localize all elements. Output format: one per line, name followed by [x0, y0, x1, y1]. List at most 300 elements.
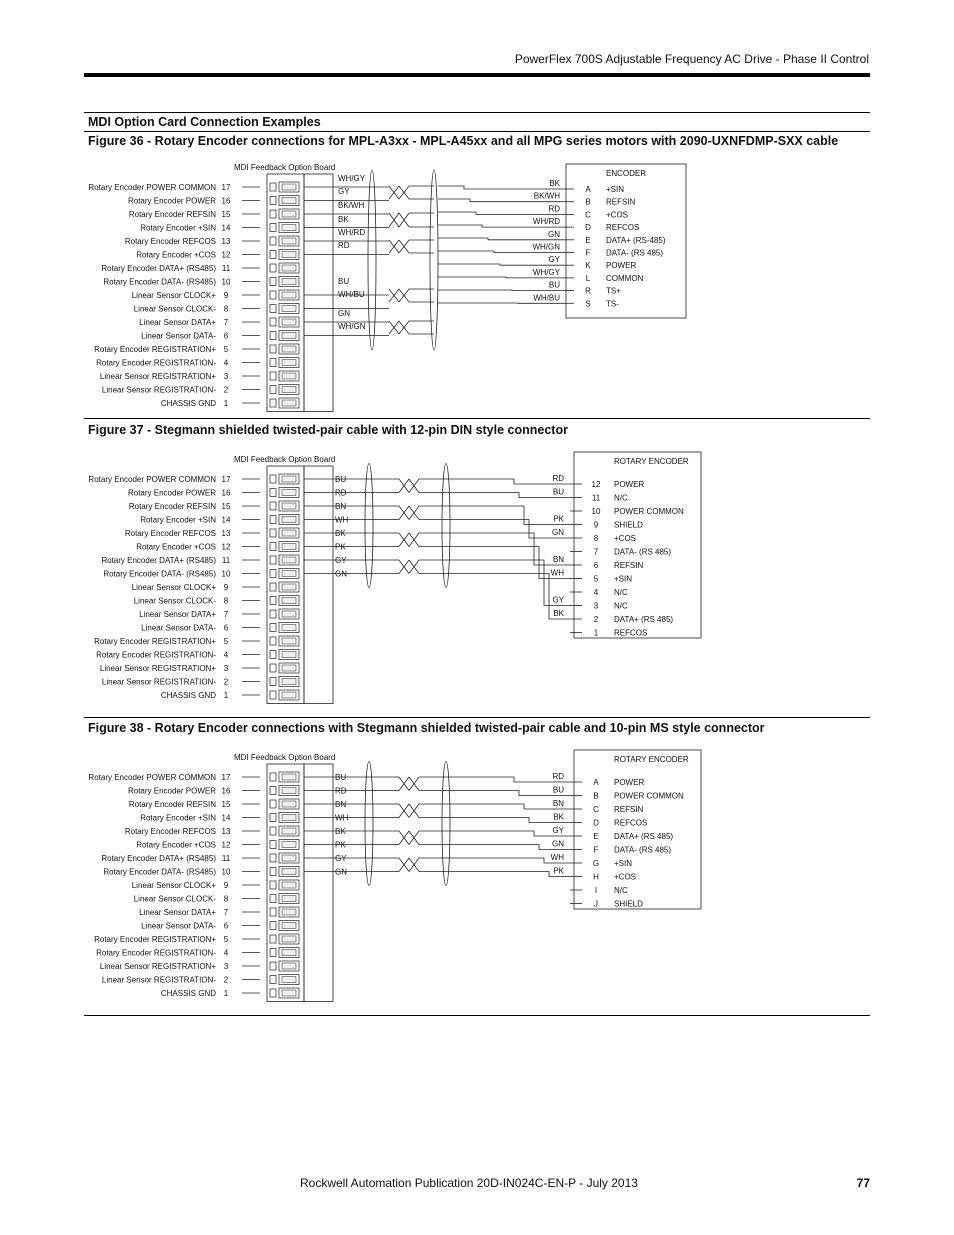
terminal-label: Linear Sensor CLOCK-: [133, 304, 216, 314]
terminal-contact: [270, 305, 276, 313]
board-edge: [304, 466, 333, 704]
terminal-contact: [270, 264, 276, 272]
pin-id: G: [592, 859, 600, 868]
terminal-number: 10: [221, 569, 231, 579]
terminal-screw-head: [282, 184, 296, 190]
pin-id: D: [593, 818, 599, 828]
figure-37-rule: [84, 717, 870, 718]
pin-name: POWER: [614, 480, 645, 489]
terminal-contact: [270, 529, 276, 537]
terminal-label: Linear Sensor CLOCK-: [133, 596, 216, 606]
pin-id: E: [585, 235, 591, 245]
cable-shield: [368, 170, 376, 350]
terminal-contact: [270, 814, 276, 822]
wire-label: PK: [335, 840, 346, 850]
pin-name: COMMON: [606, 273, 644, 283]
wire-label: GY: [335, 854, 347, 863]
terminal-screw-head: [282, 360, 296, 366]
terminal-contact: [270, 570, 276, 578]
pin-id: 5: [593, 574, 599, 584]
terminal-screw-head: [282, 828, 296, 834]
pin-id: 8: [593, 534, 599, 543]
device-title: ENCODER: [606, 169, 647, 178]
terminal-screw-head: [282, 292, 296, 298]
terminal-label: Linear Sensor REGISTRATION+: [99, 372, 216, 381]
wire-label: BU: [548, 280, 560, 290]
terminal-screw-head: [282, 517, 296, 523]
terminal-contact: [270, 976, 276, 984]
pin-name: DATA- (RS 485): [606, 248, 664, 258]
terminal-screw-head: [282, 346, 296, 352]
terminal-contact: [270, 989, 276, 997]
terminal-label: Rotary Encoder REFCOS: [124, 827, 216, 836]
terminal-screw-head: [282, 679, 296, 685]
terminal-screw-head: [282, 400, 296, 406]
terminal-contact: [270, 224, 276, 232]
terminal-label: Linear Sensor REGISTRATION-: [101, 677, 216, 687]
pin-id: J: [594, 899, 598, 909]
terminal-number: 15: [221, 210, 231, 219]
terminal-screw-head: [282, 611, 296, 617]
wire-label: RD: [548, 204, 560, 214]
board-label: MDI Feedback Option Board: [234, 753, 336, 762]
terminal-contact: [270, 800, 276, 808]
terminal-number: 5: [223, 935, 229, 944]
pin-id: 1: [593, 628, 599, 638]
cable-shield: [365, 464, 373, 588]
wire-label: WH: [335, 813, 349, 823]
terminal-screw-head: [282, 882, 296, 888]
terminal-number: 7: [223, 908, 229, 917]
wire-label: GN: [335, 867, 347, 877]
terminal-number: 11: [221, 556, 231, 565]
terminal-screw-head: [282, 652, 296, 658]
terminal-number: 15: [221, 502, 231, 511]
device-title: ROTARY ENCODER: [614, 457, 689, 466]
terminal-contact: [270, 691, 276, 699]
wire-label: WH: [550, 853, 564, 862]
terminal-number: 11: [221, 854, 231, 863]
pin-name: SHIELD: [614, 520, 643, 530]
wire-label: BK: [549, 179, 560, 188]
terminal-screw-head: [282, 815, 296, 821]
figure-38-title: Figure 38 - Rotary Encoder connections with Stegmann shielded twisted-pair cable and 10-pin MS style connector: [88, 721, 765, 735]
wire-label: WH: [335, 515, 349, 525]
pin-name: SHIELD: [614, 899, 643, 909]
wire-line: [438, 277, 562, 278]
wire-label: BU: [338, 277, 350, 286]
terminal-screw-head: [282, 198, 296, 204]
terminal-contact: [270, 881, 276, 889]
terminal-contact: [270, 895, 276, 903]
terminal-label: Rotary Encoder DATA+ (RS485): [101, 854, 216, 863]
terminal-number: 2: [223, 677, 229, 687]
pin-id: B: [593, 791, 599, 801]
figure-38-rule: [84, 1015, 870, 1016]
board-edge: [304, 764, 333, 1002]
wire-label: BK: [553, 609, 564, 618]
running-header: PowerFlex 700S Adjustable Frequency AC Drive - Phase II Control: [514, 52, 869, 66]
wire-label: WH/RD: [532, 217, 560, 227]
terminal-label: Rotary Encoder +COS: [136, 250, 216, 260]
wire-label: GN: [548, 229, 560, 239]
terminal-number: 16: [221, 786, 231, 796]
pin-id: F: [593, 845, 599, 855]
pin-name: DATA- (RS 485): [614, 845, 672, 855]
cable-shield: [430, 170, 438, 350]
board-label: MDI Feedback Option Board: [234, 163, 336, 172]
terminal-number: 17: [221, 183, 231, 192]
section-rule-top: [84, 112, 870, 113]
pin-name: POWER COMMON: [614, 507, 684, 516]
pin-id: A: [585, 185, 591, 194]
pin-id: A: [593, 778, 599, 787]
terminal-label: Rotary Encoder REGISTRATION+: [94, 637, 216, 646]
terminal-screw-head: [282, 923, 296, 929]
terminal-label: Rotary Encoder DATA+ (RS485): [101, 264, 216, 273]
terminal-number: 3: [223, 372, 229, 381]
wire-label: BN: [335, 800, 347, 809]
terminal-label: Rotary Encoder DATA- (RS485): [103, 277, 216, 287]
terminal-screw-head: [282, 571, 296, 577]
terminal-label: Rotary Encoder +SIN: [140, 813, 216, 823]
pin-id: F: [585, 248, 591, 258]
terminal-contact: [270, 237, 276, 245]
terminal-label: Rotary Encoder POWER: [127, 196, 216, 206]
pin-id: S: [585, 299, 591, 309]
figure-36-rule: [84, 418, 870, 419]
wire-label: GY: [548, 255, 560, 265]
pin-name: N/C: [614, 493, 628, 503]
section-rule-bottom: [84, 131, 870, 132]
cable-shield: [365, 762, 373, 886]
figure-37-title: Figure 37 - Stegmann shielded twisted-pair cable with 12-pin DIN style connector: [88, 423, 568, 437]
terminal-contact: [270, 624, 276, 632]
terminal-screw-head: [282, 855, 296, 861]
wire-line: [438, 238, 562, 240]
header-rule: [84, 73, 870, 77]
wire-label: BN: [335, 502, 347, 511]
terminal-screw-head: [282, 598, 296, 604]
terminal-number: 8: [223, 304, 229, 314]
terminal-contact: [270, 210, 276, 218]
wire-label: WH/GN: [338, 322, 366, 331]
terminal-number: 10: [221, 867, 231, 877]
wire-line: [438, 212, 562, 214]
terminal-screw-head: [282, 490, 296, 496]
terminal-label: Rotary Encoder POWER: [127, 786, 216, 796]
pin-name: +SIN: [614, 859, 633, 868]
terminal-label: Rotary Encoder REGISTRATION+: [94, 935, 216, 944]
terminal-label: Rotary Encoder DATA+ (RS485): [101, 556, 216, 565]
wire-label: WH/GN: [532, 242, 560, 252]
wire-label: BN: [552, 555, 564, 564]
terminal-screw-head: [282, 963, 296, 969]
pin-name: N/C: [614, 588, 628, 597]
terminal-number: 17: [221, 475, 231, 484]
pin-id: R: [585, 286, 591, 296]
wire-label: BK: [335, 827, 346, 836]
terminal-contact: [270, 251, 276, 259]
terminal-screw-head: [282, 909, 296, 915]
terminal-label: Rotary Encoder REGISTRATION-: [96, 948, 216, 958]
terminal-contact: [270, 399, 276, 407]
terminal-contact: [270, 773, 276, 781]
terminal-screw-head: [282, 530, 296, 536]
terminal-number: 4: [223, 650, 229, 660]
pin-id: 7: [593, 547, 599, 557]
section-title: MDI Option Card Connection Examples: [88, 115, 321, 129]
terminal-label: Linear Sensor REGISTRATION-: [101, 975, 216, 985]
wire-label: GN: [552, 528, 564, 537]
terminal-number: 12: [221, 542, 231, 552]
terminal-screw-head: [282, 252, 296, 258]
figure-38-diagram: [84, 738, 870, 1010]
wire-label: RD: [335, 786, 347, 796]
terminal-label: Rotary Encoder REFCOS: [124, 529, 216, 538]
pin-id: B: [585, 197, 591, 207]
terminal-number: 1: [223, 989, 229, 998]
wire-label: GY: [338, 187, 350, 196]
terminal-contact: [270, 949, 276, 957]
terminal-label: Linear Sensor REGISTRATION+: [99, 962, 216, 971]
terminal-number: 12: [221, 840, 231, 850]
wire-label: PK: [553, 866, 564, 876]
wire-label: BK: [335, 529, 346, 538]
terminal-screw-head: [282, 557, 296, 563]
terminal-label: Rotary Encoder +COS: [136, 840, 216, 850]
terminal-number: 8: [223, 894, 229, 904]
wire-label: WH/GY: [338, 174, 366, 183]
terminal-label: Rotary Encoder +SIN: [140, 515, 216, 525]
pin-name: +SIN: [614, 574, 633, 584]
terminal-number: 14: [221, 515, 231, 525]
wire-label: WH/BU: [533, 293, 560, 303]
wire-label: GY: [335, 556, 347, 565]
terminal-screw-head: [282, 665, 296, 671]
terminal-label: Rotary Encoder REFSIN: [128, 800, 216, 809]
terminal-screw-head: [282, 990, 296, 996]
terminal-label: Rotary Encoder DATA- (RS485): [103, 569, 216, 579]
terminal-number: 10: [221, 277, 231, 287]
pin-name: DATA+ (RS-485): [606, 235, 666, 245]
terminal-label: Rotary Encoder REGISTRATION-: [96, 650, 216, 660]
terminal-contact: [270, 854, 276, 862]
terminal-contact: [270, 637, 276, 645]
terminal-label: Linear Sensor REGISTRATION+: [99, 664, 216, 673]
terminal-contact: [270, 827, 276, 835]
terminal-screw-head: [282, 936, 296, 942]
terminal-number: 14: [221, 223, 231, 233]
wire-label: BN: [552, 799, 564, 808]
terminal-contact: [270, 502, 276, 510]
terminal-number: 5: [223, 345, 229, 354]
terminal-number: 7: [223, 318, 229, 327]
terminal-contact: [270, 962, 276, 970]
terminal-number: 6: [223, 921, 229, 931]
terminal-label: Rotary Encoder REGISTRATION-: [96, 358, 216, 368]
terminal-screw-head: [282, 319, 296, 325]
terminal-number: 13: [221, 529, 231, 538]
pin-name: REFCOS: [606, 223, 640, 233]
board-label: MDI Feedback Option Board: [234, 455, 336, 464]
terminal-number: 4: [223, 358, 229, 368]
terminal-contact: [270, 556, 276, 564]
pin-name: +COS: [614, 534, 637, 543]
pin-name: N/C: [614, 886, 628, 895]
wire-label: RD: [335, 488, 347, 498]
figure-36-title: Figure 36 - Rotary Encoder connections for MPL-A3xx - MPL-A45xx and all MPG series motors with 2090-UXNFDMP-SXX cable: [88, 134, 839, 148]
pin-id: 11: [591, 493, 601, 503]
wire-label: GN: [552, 839, 564, 849]
pin-id: L: [585, 273, 591, 283]
pin-id: 6: [593, 561, 599, 570]
terminal-contact: [270, 908, 276, 916]
pin-name: REFSIN: [614, 805, 644, 814]
terminal-label: Linear Sensor CLOCK+: [131, 881, 216, 890]
terminal-contact: [270, 359, 276, 367]
terminal-label: Rotary Encoder POWER COMMON: [88, 773, 216, 782]
terminal-screw-head: [282, 869, 296, 875]
pin-name: +SIN: [606, 185, 625, 194]
wire-line: [438, 264, 562, 265]
terminal-screw-head: [282, 387, 296, 393]
pin-name: DATA+ (RS 485): [614, 832, 674, 841]
terminal-screw-head: [282, 638, 296, 644]
terminal-screw-head: [282, 584, 296, 590]
terminal-number: 11: [221, 264, 231, 273]
terminal-label: CHASSIS GND: [160, 989, 216, 998]
terminal-contact: [270, 475, 276, 483]
terminal-label: Rotary Encoder +SIN: [140, 223, 216, 233]
wire-label: GY: [552, 595, 564, 605]
terminal-screw-head: [282, 476, 296, 482]
pin-name: POWER: [606, 261, 637, 271]
pin-id: D: [585, 223, 591, 233]
terminal-number: 9: [223, 881, 229, 890]
pin-id: C: [593, 805, 599, 814]
terminal-number: 2: [223, 975, 229, 985]
wire-label: BU: [335, 475, 347, 484]
terminal-label: Rotary Encoder DATA- (RS485): [103, 867, 216, 877]
figure-36-diagram: [84, 150, 870, 415]
terminal-contact: [270, 291, 276, 299]
wire-label: GY: [552, 826, 564, 835]
pin-name: POWER COMMON: [614, 791, 684, 801]
pin-name: REFSIN: [606, 197, 636, 207]
terminal-screw-head: [282, 977, 296, 983]
terminal-screw-head: [282, 333, 296, 339]
terminal-contact: [270, 868, 276, 876]
terminal-contact: [270, 489, 276, 497]
pin-name: +COS: [614, 872, 637, 882]
terminal-contact: [270, 922, 276, 930]
terminal-number: 3: [223, 664, 229, 673]
terminal-contact: [270, 543, 276, 551]
terminal-contact: [270, 841, 276, 849]
terminal-screw-head: [282, 265, 296, 271]
terminal-screw-head: [282, 788, 296, 794]
terminal-label: Linear Sensor CLOCK+: [131, 291, 216, 300]
terminal-label: Linear Sensor DATA-: [141, 623, 216, 633]
footer-publication: Rockwell Automation Publication 20D-IN024C-EN-P - July 2013: [300, 1176, 638, 1190]
terminal-label: Linear Sensor REGISTRATION-: [101, 385, 216, 395]
terminal-number: 2: [223, 385, 229, 395]
terminal-contact: [270, 278, 276, 286]
wire-label: GN: [338, 309, 350, 318]
terminal-label: Rotary Encoder REFSIN: [128, 210, 216, 219]
wire-label: GN: [335, 569, 347, 579]
device-box: [574, 750, 701, 909]
wire-line: [438, 186, 562, 189]
terminal-number: 7: [223, 610, 229, 619]
wire-label: BK: [338, 215, 349, 224]
wire-label: BU: [335, 773, 347, 782]
terminal-label: Rotary Encoder POWER: [127, 488, 216, 498]
terminal-label: Rotary Encoder REFCOS: [124, 237, 216, 246]
terminal-number: 6: [223, 331, 229, 341]
wire-label: WH/GY: [532, 267, 560, 277]
terminal-contact: [270, 610, 276, 618]
terminal-screw-head: [282, 225, 296, 231]
wire-label: RD: [552, 772, 564, 781]
cable-shield: [442, 464, 450, 588]
pin-id: 3: [593, 601, 599, 611]
wire-label: BK: [553, 812, 564, 822]
terminal-number: 4: [223, 948, 229, 958]
pin-name: TS+: [606, 286, 621, 296]
figure-37-diagram: [84, 440, 870, 712]
wire-label: PK: [553, 514, 564, 524]
pin-name: N/C: [614, 601, 628, 611]
terminal-label: Rotary Encoder +COS: [136, 542, 216, 552]
pin-name: TS-: [606, 299, 619, 309]
pin-id: 2: [593, 615, 599, 624]
terminal-screw-head: [282, 544, 296, 550]
terminal-contact: [270, 787, 276, 795]
wire-label: PK: [335, 542, 346, 552]
terminal-number: 9: [223, 291, 229, 300]
terminal-label: Linear Sensor CLOCK+: [131, 583, 216, 592]
terminal-screw-head: [282, 373, 296, 379]
terminal-screw-head: [282, 801, 296, 807]
terminal-screw-head: [282, 279, 296, 285]
terminal-number: 1: [223, 399, 229, 408]
terminal-label: Rotary Encoder REGISTRATION+: [94, 345, 216, 354]
terminal-label: Linear Sensor DATA+: [139, 908, 216, 917]
terminal-screw-head: [282, 306, 296, 312]
terminal-screw-head: [282, 625, 296, 631]
wire-label: RD: [552, 474, 564, 483]
terminal-number: 9: [223, 583, 229, 592]
terminal-contact: [270, 318, 276, 326]
pin-id: 4: [593, 588, 599, 597]
pin-name: +COS: [606, 210, 629, 220]
terminal-screw-head: [282, 211, 296, 217]
wire-label: BK/WH: [533, 191, 560, 201]
terminal-contact: [270, 516, 276, 524]
wire-label: WH: [550, 568, 564, 578]
terminal-contact: [270, 345, 276, 353]
device-title: ROTARY ENCODER: [614, 755, 689, 764]
terminal-screw-head: [282, 774, 296, 780]
terminal-number: 17: [221, 773, 231, 782]
pin-id: 12: [591, 480, 601, 489]
terminal-screw-head: [282, 842, 296, 848]
pin-id: K: [585, 261, 591, 271]
terminal-label: CHASSIS GND: [160, 691, 216, 700]
terminal-contact: [270, 678, 276, 686]
